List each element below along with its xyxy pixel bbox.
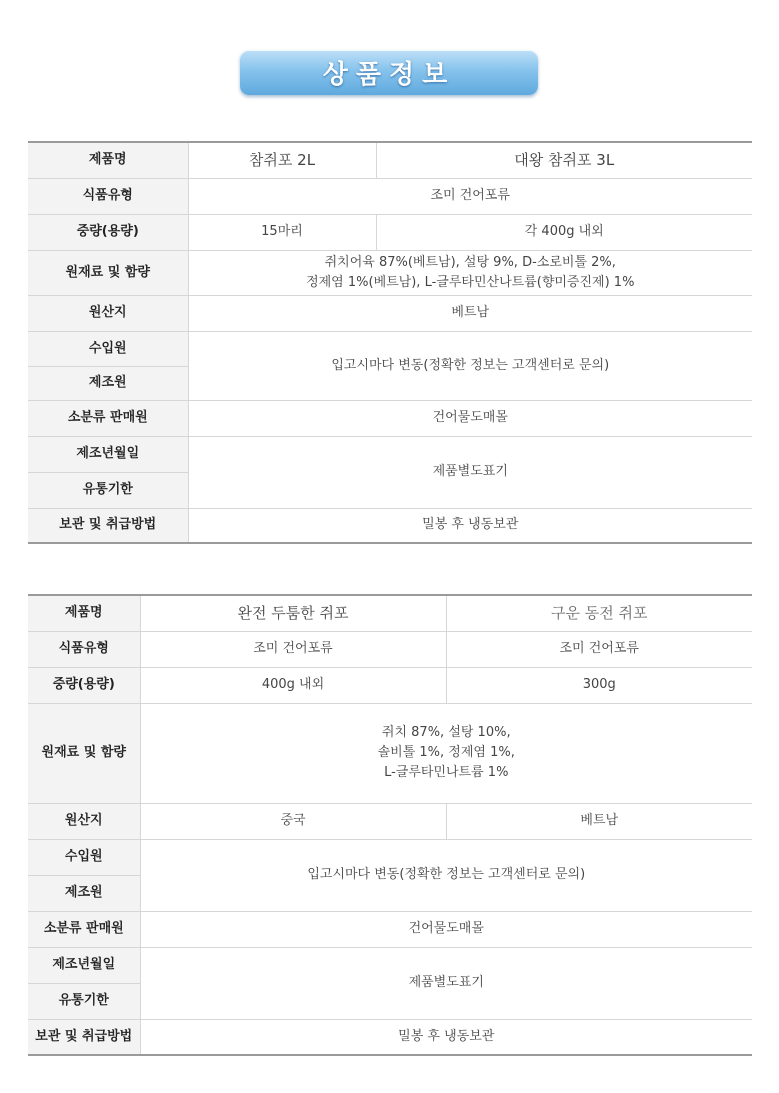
seller: 건어물도매몰 bbox=[140, 911, 752, 947]
ingredients-line: 솔비톨 1%, 정제염 1%, bbox=[377, 745, 515, 760]
label-maker: 제조원 bbox=[28, 366, 188, 400]
product-name: 완전 두툼한 쥐포 bbox=[140, 595, 446, 631]
seller: 건어물도매몰 bbox=[188, 400, 752, 436]
label-manufacture-date: 제조년월일 bbox=[28, 436, 188, 472]
food-type: 조미 건어포류 bbox=[446, 631, 752, 667]
table-row bbox=[28, 250, 752, 295]
table-row bbox=[28, 839, 752, 875]
ingredients-line: 쥐치 87%, 설탕 10%, bbox=[381, 725, 511, 740]
label-product-name: 제품명 bbox=[28, 142, 188, 178]
table-row bbox=[28, 508, 752, 543]
table-row bbox=[28, 911, 752, 947]
table-row bbox=[28, 400, 752, 436]
origin: 중국 bbox=[140, 803, 446, 839]
table-row bbox=[28, 142, 752, 178]
product-info-table-1 bbox=[28, 141, 752, 544]
date-expiry: 제품별도표기 bbox=[188, 436, 752, 508]
date-expiry: 제품별도표기 bbox=[140, 947, 752, 1019]
label-origin: 원산지 bbox=[28, 803, 140, 839]
ingredients-line: L-글루타민나트륨 1% bbox=[384, 765, 509, 780]
label-product-name: 제품명 bbox=[28, 595, 140, 631]
table-row bbox=[28, 331, 752, 366]
label-storage: 보관 및 취급방법 bbox=[28, 1019, 140, 1055]
storage: 밀봉 후 냉동보관 bbox=[188, 508, 752, 543]
label-ingredients: 원재료 및 함량 bbox=[28, 703, 140, 803]
ingredients-line: 쥐치어육 87%(베트남), 설탕 9%, D-소로비톨 2%, bbox=[324, 254, 616, 270]
label-manufacture-date: 제조년월일 bbox=[28, 947, 140, 983]
label-food-type: 식품유형 bbox=[28, 631, 140, 667]
importer-maker: 입고시마다 변동(정확한 정보는 고객센터로 문의) bbox=[140, 839, 752, 911]
importer-maker: 입고시마다 변동(정확한 정보는 고객센터로 문의) bbox=[188, 331, 752, 400]
product-name: 참쥐포 2L bbox=[188, 142, 376, 178]
label-ingredients: 원재료 및 함량 bbox=[28, 250, 188, 295]
label-expiry: 유통기한 bbox=[28, 472, 188, 508]
origin: 베트남 bbox=[446, 803, 752, 839]
label-seller: 소분류 판매원 bbox=[28, 400, 188, 436]
weight: 400g 내외 bbox=[140, 667, 446, 703]
table-row bbox=[28, 436, 752, 472]
page-title: 상품정보 bbox=[322, 60, 456, 90]
weight: 각 400g 내외 bbox=[376, 214, 752, 250]
label-storage: 보관 및 취급방법 bbox=[28, 508, 188, 543]
table-row bbox=[28, 703, 752, 803]
origin: 베트남 bbox=[188, 295, 752, 331]
ingredients bbox=[188, 250, 752, 295]
label-seller: 소분류 판매원 bbox=[28, 911, 140, 947]
table-row bbox=[28, 947, 752, 983]
label-expiry: 유통기한 bbox=[28, 983, 140, 1019]
label-origin: 원산지 bbox=[28, 295, 188, 331]
label-importer: 수입원 bbox=[28, 331, 188, 366]
table-row bbox=[28, 178, 752, 214]
table-row bbox=[28, 295, 752, 331]
label-weight: 중량(용량) bbox=[28, 667, 140, 703]
weight: 15마리 bbox=[188, 214, 376, 250]
ingredients-line: 정제염 1%(베트남), L-글루타민산나트륨(향미증진제) 1% bbox=[306, 274, 635, 290]
product-name: 대왕 참쥐포 3L bbox=[376, 142, 752, 178]
label-maker: 제조원 bbox=[28, 875, 140, 911]
table-row bbox=[28, 803, 752, 839]
food-type: 조미 건어포류 bbox=[140, 631, 446, 667]
food-type: 조미 건어포류 bbox=[188, 178, 752, 214]
label-weight: 중량(용량) bbox=[28, 214, 188, 250]
ingredients bbox=[140, 703, 752, 803]
label-food-type: 식품유형 bbox=[28, 178, 188, 214]
table-row bbox=[28, 667, 752, 703]
table-row bbox=[28, 595, 752, 631]
weight: 300g bbox=[446, 667, 752, 703]
title-banner bbox=[240, 50, 538, 95]
table-row bbox=[28, 214, 752, 250]
product-name: 구운 동전 쥐포 bbox=[446, 595, 752, 631]
product-info-table-2 bbox=[28, 594, 752, 1056]
label-importer: 수입원 bbox=[28, 839, 140, 875]
storage: 밀봉 후 냉동보관 bbox=[140, 1019, 752, 1055]
table-row bbox=[28, 631, 752, 667]
table-row bbox=[28, 1019, 752, 1055]
